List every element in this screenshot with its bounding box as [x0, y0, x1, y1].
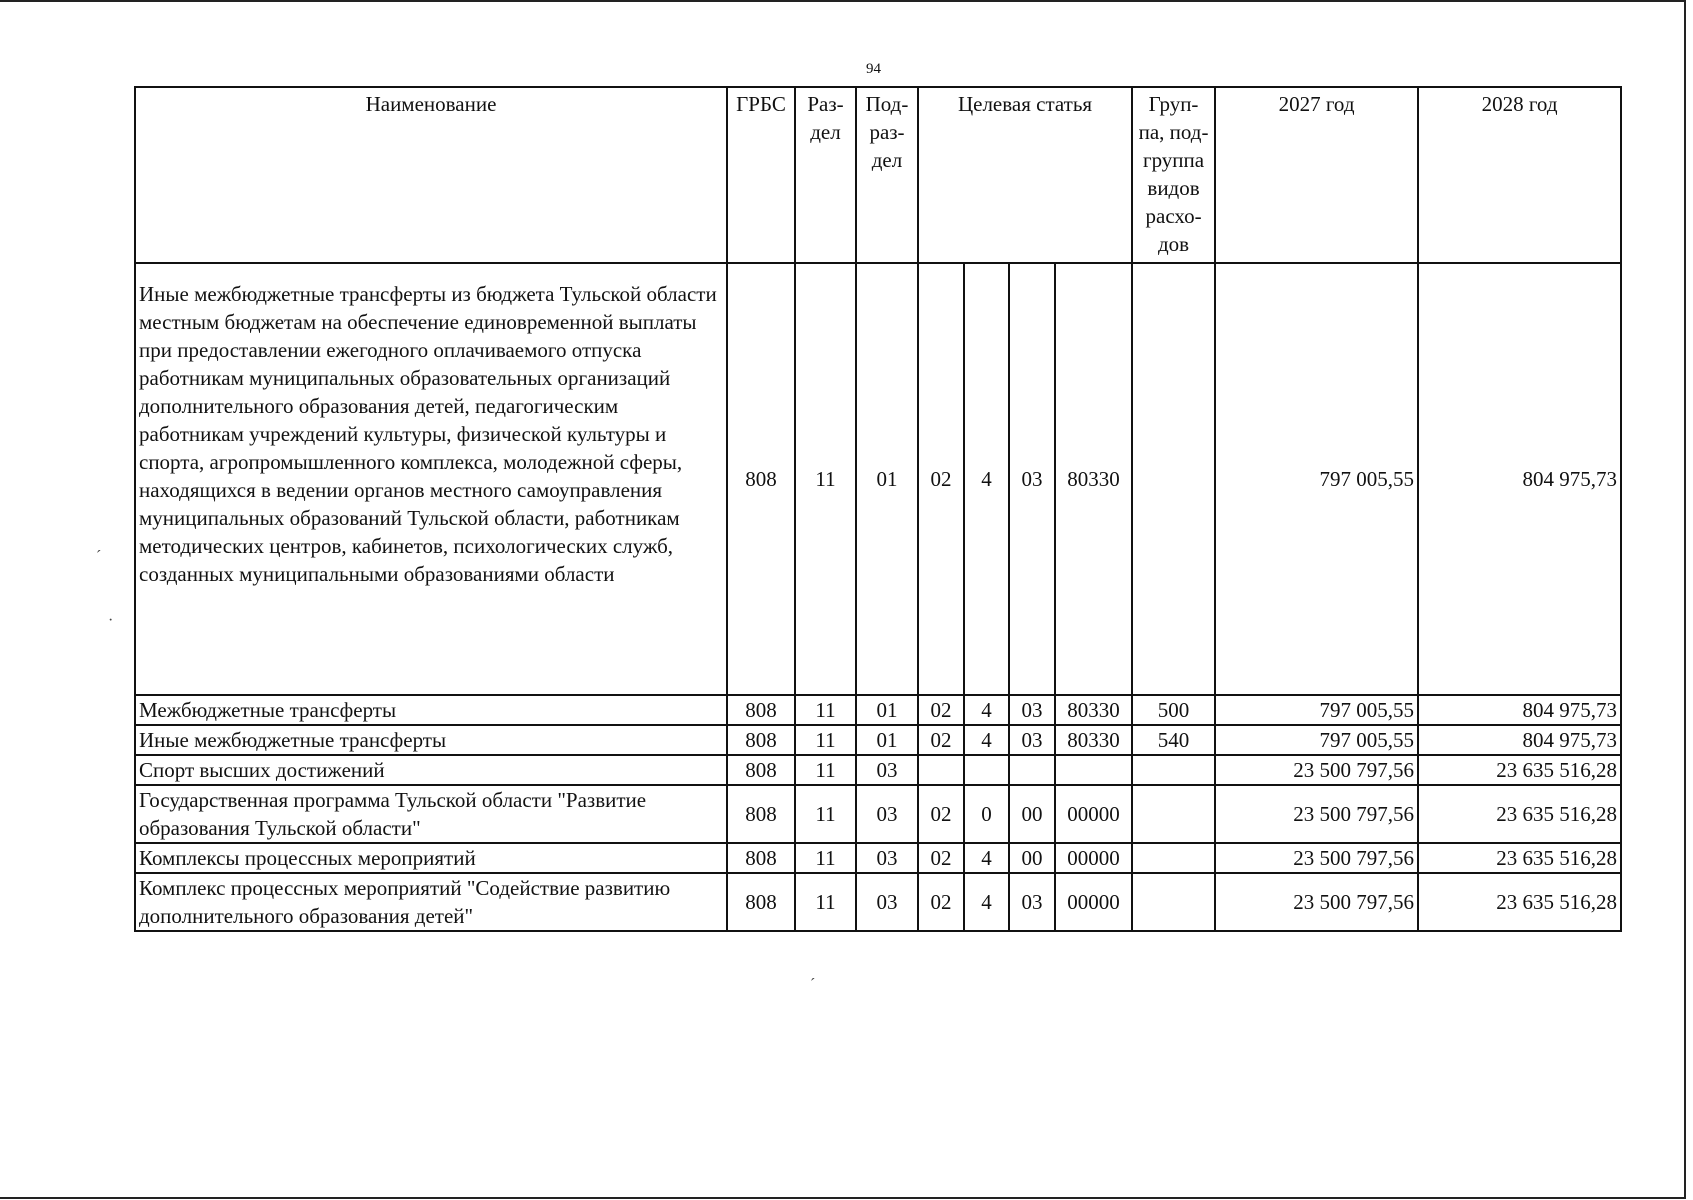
row-podrazdel: 03	[856, 755, 918, 785]
row-name: Комплексы процессных мероприятий	[135, 843, 727, 873]
row-amount-2028: 23 635 516,28	[1418, 755, 1621, 785]
header-target-article: Целевая статья	[918, 87, 1132, 263]
row-razdel: 11	[795, 843, 856, 873]
row-amount-2028: 804 975,73	[1418, 725, 1621, 755]
row-target-program: 02	[918, 695, 964, 725]
row-expense-group	[1132, 263, 1215, 695]
row-amount-2028: 804 975,73	[1418, 695, 1621, 725]
row-target-direction: 80330	[1055, 725, 1132, 755]
scan-speck: ´	[810, 976, 816, 993]
header-grbs: ГРБС	[727, 87, 795, 263]
row-target-direction: 00000	[1055, 843, 1132, 873]
header-year-2027: 2027 год	[1215, 87, 1418, 263]
row-razdel: 11	[795, 755, 856, 785]
header-expense-group: Груп- па, под- группа видов расхо- дов	[1132, 87, 1215, 263]
row-target-program: 02	[918, 785, 964, 843]
row-grbs: 808	[727, 725, 795, 755]
row-podrazdel: 01	[856, 263, 918, 695]
row-razdel: 11	[795, 263, 856, 695]
row-grbs: 808	[727, 873, 795, 931]
table-row	[135, 785, 1621, 843]
row-podrazdel: 03	[856, 873, 918, 931]
row-target-program: 02	[918, 725, 964, 755]
row-target-type	[964, 755, 1009, 785]
page-number: 94	[866, 61, 881, 77]
row-expense-group	[1132, 843, 1215, 873]
row-razdel: 11	[795, 695, 856, 725]
row-razdel: 11	[795, 873, 856, 931]
budget-table	[134, 86, 1622, 932]
row-amount-2028: 804 975,73	[1418, 263, 1621, 695]
row-target-subprogram: 03	[1009, 725, 1055, 755]
row-expense-group: 500	[1132, 695, 1215, 725]
row-grbs: 808	[727, 755, 795, 785]
row-target-program: 02	[918, 263, 964, 695]
table-row	[135, 695, 1621, 725]
row-target-subprogram: 03	[1009, 695, 1055, 725]
row-target-program: 02	[918, 843, 964, 873]
row-amount-2027: 23 500 797,56	[1215, 843, 1418, 873]
row-target-type: 4	[964, 843, 1009, 873]
row-target-direction: 00000	[1055, 873, 1132, 931]
row-razdel: 11	[795, 725, 856, 755]
row-target-type: 4	[964, 695, 1009, 725]
table-row	[135, 755, 1621, 785]
row-expense-group: 540	[1132, 725, 1215, 755]
row-target-subprogram	[1009, 755, 1055, 785]
row-target-subprogram: 00	[1009, 785, 1055, 843]
row-amount-2028: 23 635 516,28	[1418, 873, 1621, 931]
header-podrazdel: Под- раз- дел	[856, 87, 918, 263]
row-amount-2027: 23 500 797,56	[1215, 755, 1418, 785]
row-amount-2028: 23 635 516,28	[1418, 843, 1621, 873]
row-podrazdel: 01	[856, 725, 918, 755]
page-frame-top	[0, 0, 1684, 2]
row-expense-group	[1132, 873, 1215, 931]
row-target-direction	[1055, 755, 1132, 785]
row-amount-2027: 23 500 797,56	[1215, 873, 1418, 931]
row-name: Спорт высших достижений	[135, 755, 727, 785]
row-target-type: 4	[964, 263, 1009, 695]
table-header-row	[135, 87, 1621, 263]
row-expense-group	[1132, 755, 1215, 785]
row-expense-group	[1132, 785, 1215, 843]
row-amount-2027: 797 005,55	[1215, 695, 1418, 725]
table-row	[135, 263, 1621, 695]
row-grbs: 808	[727, 695, 795, 725]
row-target-subprogram: 00	[1009, 843, 1055, 873]
row-target-subprogram: 03	[1009, 263, 1055, 695]
page-frame-right	[1684, 0, 1686, 1199]
header-razdel: Раз- дел	[795, 87, 856, 263]
table-row	[135, 873, 1621, 931]
table-row	[135, 843, 1621, 873]
page-frame-bottom	[0, 1197, 1685, 1199]
row-target-direction: 80330	[1055, 695, 1132, 725]
header-name: Наименование	[135, 87, 727, 263]
row-name: Комплекс процессных мероприятий "Содействие развитию дополнительного образования детей"	[135, 873, 727, 931]
row-target-direction: 80330	[1055, 263, 1132, 695]
row-amount-2028: 23 635 516,28	[1418, 785, 1621, 843]
scan-speck: ´	[96, 548, 102, 565]
row-podrazdel: 03	[856, 843, 918, 873]
row-name: Межбюджетные трансферты	[135, 695, 727, 725]
row-target-direction: 00000	[1055, 785, 1132, 843]
row-name: Иные межбюджетные трансферты из бюджета Тульской области местным бюджетам на обеспечение единовременной выплаты при предоставлении ежегодного оплачиваемого отпуска работникам муниципальных образовательных организаций дополнительного образования детей, педагогическим работникам учреждений культуры, физической культуры и спорта, агропромышленного комплекса, молодежной сферы, находящихся в ведении органов местного самоуправления муниципальных образований Тульской области, работникам методических центров, кабинетов, психологических служб, созданных муниципальными образованиями области	[135, 263, 727, 695]
row-name: Государственная программа Тульской области "Развитие образования Тульской области"	[135, 785, 727, 843]
row-target-subprogram: 03	[1009, 873, 1055, 931]
row-amount-2027: 797 005,55	[1215, 263, 1418, 695]
row-razdel: 11	[795, 785, 856, 843]
table-row	[135, 725, 1621, 755]
row-target-type: 4	[964, 725, 1009, 755]
row-name: Иные межбюджетные трансферты	[135, 725, 727, 755]
row-amount-2027: 797 005,55	[1215, 725, 1418, 755]
row-amount-2027: 23 500 797,56	[1215, 785, 1418, 843]
row-target-type: 0	[964, 785, 1009, 843]
row-grbs: 808	[727, 263, 795, 695]
row-target-program	[918, 755, 964, 785]
row-grbs: 808	[727, 843, 795, 873]
row-grbs: 808	[727, 785, 795, 843]
header-year-2028: 2028 год	[1418, 87, 1621, 263]
row-podrazdel: 03	[856, 785, 918, 843]
row-target-program: 02	[918, 873, 964, 931]
row-podrazdel: 01	[856, 695, 918, 725]
scan-speck: ·	[108, 612, 114, 629]
row-target-type: 4	[964, 873, 1009, 931]
